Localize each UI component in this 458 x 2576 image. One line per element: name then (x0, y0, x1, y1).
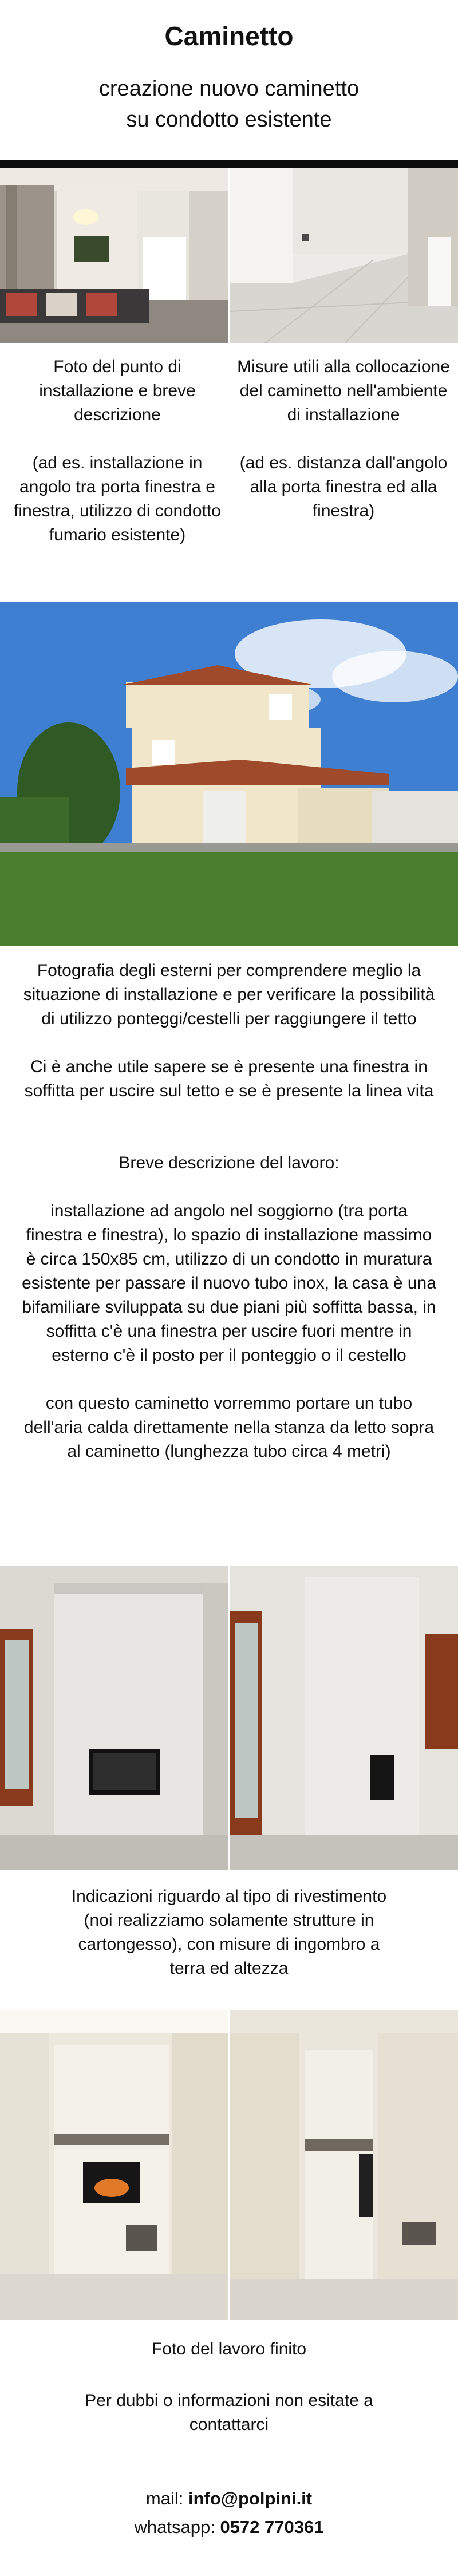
contact-email-line (0, 2488, 458, 2509)
photo-finished-side (230, 2010, 458, 2320)
caption-installation-point: Foto del punto di installazione e breve descrizione (ad es. installazione in angolo tra porta finestra e finestra, utilizzo di condotto fumario esistente) (14, 357, 221, 544)
photo-living-room-corner (0, 168, 228, 343)
contact-intro: Per dubbi o informazioni non esitate a contattarci (85, 2391, 373, 2434)
photo-corner-measure (230, 168, 458, 343)
divider-bar (0, 160, 458, 168)
whatsapp-number[interactable]: 0572 770361 (220, 2517, 324, 2537)
covering-instructions: Indicazioni riguardo al tipo di rivestimento (noi realizziamo solamente strutture in cartongesso), con misure di ingombro a terra ed altezza (71, 1887, 387, 1978)
header (0, 0, 458, 160)
page-title: Caminetto (164, 21, 294, 51)
photo-drywall-front (0, 1566, 228, 1870)
contact-whatsapp-line (0, 2517, 458, 2538)
email-label: mail: (145, 2488, 184, 2508)
caption-measurements: Misure utili alla collocazione del caminetto nell'ambiente di installazione (ad es. distanza dall'angolo alla porta finestra ed alla finestra) (237, 357, 450, 520)
photo-house-exterior (0, 602, 458, 946)
finished-work-caption: Foto del lavoro finito (151, 2340, 307, 2358)
email-link[interactable]: info@polpini.it (188, 2488, 313, 2508)
photo-drywall-side (230, 1566, 458, 1870)
description-text: Fotografia degli esterni per comprendere meglio la situazione di installazione e per verificare la possibilità di utilizzo ponteggi/cestelli per raggiungere il tetto Ci è anche utile sapere se è presente una finestra in soffitta per uscire sul tetto e se è presente la linea vita Breve descrizione del lavoro: installazione ad angolo nel soggiorno (tra porta finestra e finestra), lo spazio di installazione massimo è circa 150x85 cm, utilizzo di un condotto in muratura esistente per passare il nuovo tubo inox, la casa è una bifamiliare sviluppata su due piani più soffitta bassa, in soffitta c'è una finestra per uscire fuori mentre in esterno c'è il posto per il ponteggio o il cestello con questo caminetto vorremmo portare un tubo dell'aria calda direttamente nella stanza da letto sopra al caminetto (lunghezza tubo circa 4 metri) (22, 961, 436, 1461)
page-subtitle: creazione nuovo caminetto su condotto esistente (98, 77, 360, 132)
photo-finished-front (0, 2010, 228, 2320)
whatsapp-label: whatsapp: (134, 2517, 215, 2537)
